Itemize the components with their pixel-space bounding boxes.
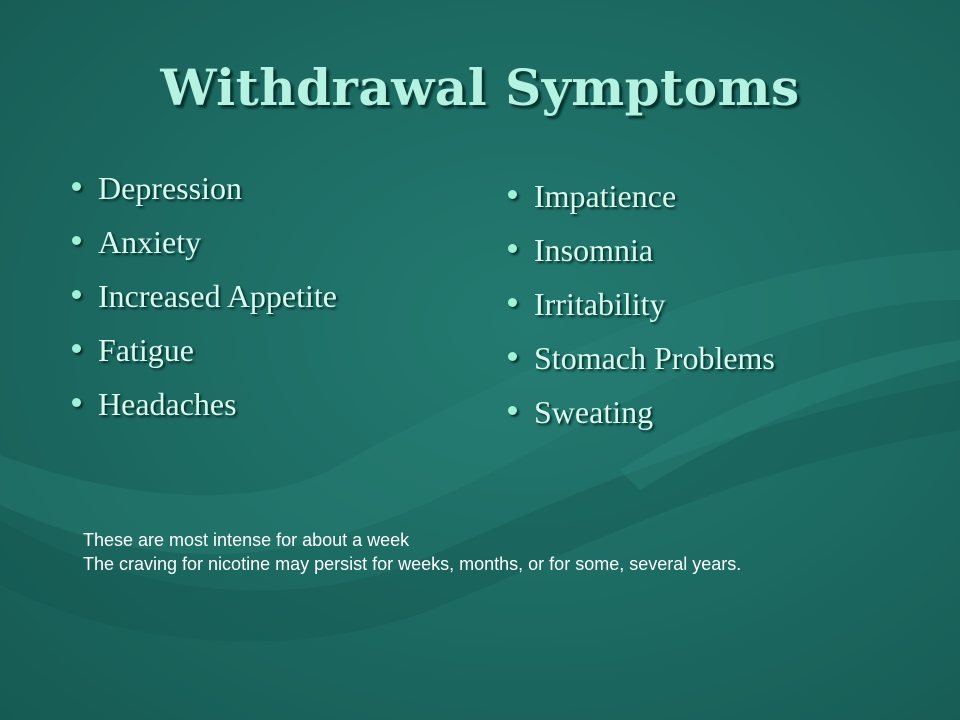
list-item-label: Stomach Problems	[534, 340, 775, 376]
list-item	[498, 178, 775, 214]
list-item-label: Sweating	[534, 394, 654, 430]
bullet-icon	[508, 190, 517, 199]
list-item-label: Increased Appetite	[98, 278, 337, 314]
list-item	[62, 170, 337, 206]
list-item-label: Headaches	[98, 386, 237, 422]
list-item-label: Fatigue	[98, 332, 194, 368]
list-item-label: Anxiety	[98, 224, 202, 260]
list-item-label: Insomnia	[534, 232, 654, 268]
left-symptom-list	[62, 170, 337, 440]
list-item-label: Impatience	[534, 178, 677, 214]
slide-title: Withdrawal Symptoms	[160, 58, 800, 117]
list-item	[62, 332, 337, 368]
list-item	[498, 286, 775, 322]
footnote	[83, 528, 843, 576]
list-item	[498, 340, 775, 376]
list-item-label: Depression	[98, 170, 242, 206]
bullet-icon	[508, 298, 517, 307]
bullet-icon	[72, 344, 81, 353]
right-symptom-list	[498, 178, 775, 448]
list-item	[62, 386, 337, 422]
bullet-icon	[72, 290, 81, 299]
list-item	[62, 278, 337, 314]
list-item	[62, 224, 337, 260]
bullet-icon	[72, 236, 81, 245]
list-item	[498, 394, 775, 430]
bullet-icon	[508, 406, 517, 415]
bullet-icon	[72, 182, 81, 191]
bullet-icon	[508, 244, 517, 253]
footnote-line: These are most intense for about a week	[83, 530, 410, 550]
footnote-line: The craving for nicotine may persist for weeks, months, or for some, several years.	[83, 554, 742, 574]
list-item-label: Irritability	[534, 286, 666, 322]
list-item	[498, 232, 775, 268]
bullet-icon	[72, 398, 81, 407]
bullet-icon	[508, 352, 517, 361]
